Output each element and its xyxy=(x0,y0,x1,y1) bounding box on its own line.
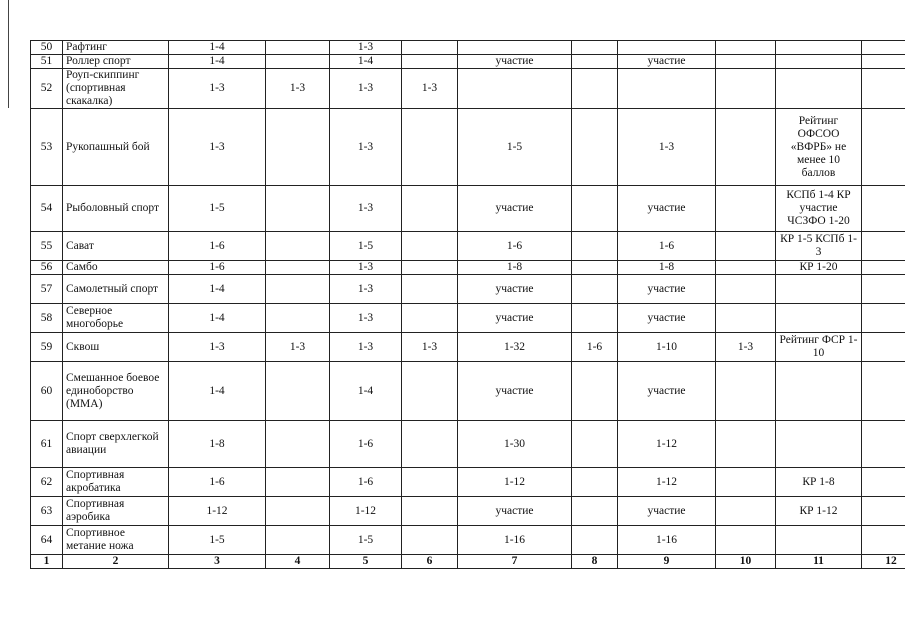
table-cell-c8 xyxy=(572,41,618,55)
table-cell-c6 xyxy=(402,497,458,526)
table-cell-c9: 1-3 xyxy=(618,109,716,186)
table-cell-c4 xyxy=(266,261,330,275)
table-cell-c12 xyxy=(862,186,905,232)
table-row xyxy=(31,186,905,232)
table-cell-c6 xyxy=(402,421,458,468)
table-cell-c7 xyxy=(458,41,572,55)
table-cell-c8 xyxy=(572,497,618,526)
table-cell-c12 xyxy=(862,468,905,497)
table-cell-c3: 1-3 xyxy=(169,109,266,186)
table-cell-c8 xyxy=(572,261,618,275)
table-cell-c11: КСПб 1-4 КР участие ЧСЗФО 1-20 xyxy=(776,186,862,232)
table-cell-c5: 1-3 xyxy=(330,304,402,333)
table-cell-c9: 1-10 xyxy=(618,333,716,362)
column-number-row xyxy=(31,555,905,569)
table-cell-c4 xyxy=(266,421,330,468)
row-number-cell: 53 xyxy=(31,109,63,186)
table-cell-c6 xyxy=(402,304,458,333)
table-cell-c12 xyxy=(862,109,905,186)
table-cell-c5: 1-4 xyxy=(330,362,402,421)
table-cell-c7: 1-30 xyxy=(458,421,572,468)
column-number-cell: 9 xyxy=(618,555,716,569)
table-cell-c7 xyxy=(458,69,572,109)
table-cell-c10 xyxy=(716,468,776,497)
table-cell-c4 xyxy=(266,109,330,186)
column-number-cell: 3 xyxy=(169,555,266,569)
table-cell-c6: 1-3 xyxy=(402,333,458,362)
table-cell-c12 xyxy=(862,55,905,69)
table-cell-c11 xyxy=(776,421,862,468)
table-cell-c8 xyxy=(572,186,618,232)
row-number-cell: 58 xyxy=(31,304,63,333)
table-cell-c10 xyxy=(716,109,776,186)
table-cell-c11 xyxy=(776,55,862,69)
table-cell-c6: 1-3 xyxy=(402,69,458,109)
table-cell-c4 xyxy=(266,304,330,333)
table-cell-c7: участие xyxy=(458,55,572,69)
table-cell-c12 xyxy=(862,275,905,304)
table-cell-c9: 1-16 xyxy=(618,526,716,555)
table-cell-c5: 1-3 xyxy=(330,41,402,55)
sport-name-cell: Спортивное метание ножа xyxy=(63,526,169,555)
table-cell-c7: 1-16 xyxy=(458,526,572,555)
table-cell-c12 xyxy=(862,421,905,468)
row-number-cell: 54 xyxy=(31,186,63,232)
sport-name-cell: Сават xyxy=(63,232,169,261)
row-number-cell: 50 xyxy=(31,41,63,55)
table-cell-c6 xyxy=(402,109,458,186)
table-cell-c10 xyxy=(716,421,776,468)
table-cell-c5: 1-6 xyxy=(330,421,402,468)
row-number-cell: 63 xyxy=(31,497,63,526)
table-cell-c10 xyxy=(716,304,776,333)
table-cell-c3: 1-4 xyxy=(169,275,266,304)
table-cell-c4 xyxy=(266,497,330,526)
table-row xyxy=(31,421,905,468)
table-cell-c10 xyxy=(716,275,776,304)
table-row xyxy=(31,109,905,186)
table-cell-c4 xyxy=(266,526,330,555)
table-cell-c12 xyxy=(862,232,905,261)
table-cell-c7: 1-5 xyxy=(458,109,572,186)
table-cell-c5: 1-3 xyxy=(330,186,402,232)
table-cell-c4 xyxy=(266,186,330,232)
table-cell-c5: 1-3 xyxy=(330,261,402,275)
table-cell-c12 xyxy=(862,41,905,55)
table-cell-c10 xyxy=(716,55,776,69)
table-row xyxy=(31,304,905,333)
table-cell-c9: участие xyxy=(618,304,716,333)
table-cell-c3: 1-6 xyxy=(169,468,266,497)
table-cell-c6 xyxy=(402,55,458,69)
table-row xyxy=(31,275,905,304)
table-cell-c9: участие xyxy=(618,186,716,232)
table-cell-c11: Рейтинг ФСР 1-10 xyxy=(776,333,862,362)
table-cell-c8 xyxy=(572,362,618,421)
table-cell-c9: 1-8 xyxy=(618,261,716,275)
table-cell-c7: участие xyxy=(458,362,572,421)
row-number-cell: 64 xyxy=(31,526,63,555)
table-cell-c11 xyxy=(776,69,862,109)
table-cell-c3: 1-3 xyxy=(169,69,266,109)
sport-name-cell: Сквош xyxy=(63,333,169,362)
table-cell-c8 xyxy=(572,468,618,497)
table-cell-c7: участие xyxy=(458,497,572,526)
table-row xyxy=(31,41,905,55)
table-cell-c11 xyxy=(776,526,862,555)
table-cell-c10 xyxy=(716,232,776,261)
table-cell-c4 xyxy=(266,275,330,304)
table-row xyxy=(31,232,905,261)
table-cell-c8 xyxy=(572,232,618,261)
row-number-cell: 56 xyxy=(31,261,63,275)
table-cell-c8 xyxy=(572,304,618,333)
row-number-cell: 52 xyxy=(31,69,63,109)
table-cell-c11 xyxy=(776,304,862,333)
table-cell-c6 xyxy=(402,362,458,421)
sport-name-cell: Самолетный спорт xyxy=(63,275,169,304)
column-number-cell: 11 xyxy=(776,555,862,569)
column-number-cell: 1 xyxy=(31,555,63,569)
table-cell-c7: 1-12 xyxy=(458,468,572,497)
table-cell-c8: 1-6 xyxy=(572,333,618,362)
table-cell-c7: участие xyxy=(458,186,572,232)
table-cell-c3: 1-5 xyxy=(169,526,266,555)
table-cell-c7: 1-8 xyxy=(458,261,572,275)
table-cell-c8 xyxy=(572,526,618,555)
table-cell-c5: 1-5 xyxy=(330,526,402,555)
sport-name-cell: Рафтинг xyxy=(63,41,169,55)
table-cell-c9: 1-12 xyxy=(618,421,716,468)
table-cell-c3: 1-4 xyxy=(169,41,266,55)
table-row xyxy=(31,526,905,555)
sport-name-cell: Рукопашный бой xyxy=(63,109,169,186)
table-cell-c11 xyxy=(776,275,862,304)
table-cell-c3: 1-12 xyxy=(169,497,266,526)
table-cell-c12 xyxy=(862,526,905,555)
table-cell-c10 xyxy=(716,261,776,275)
table-cell-c3: 1-6 xyxy=(169,232,266,261)
table-cell-c9: 1-6 xyxy=(618,232,716,261)
table-cell-c8 xyxy=(572,421,618,468)
sports-results-table xyxy=(30,40,905,569)
table-cell-c9: участие xyxy=(618,55,716,69)
table-cell-c9: участие xyxy=(618,497,716,526)
table-cell-c6 xyxy=(402,526,458,555)
table-cell-c3: 1-3 xyxy=(169,333,266,362)
table-row xyxy=(31,497,905,526)
table-cell-c5: 1-3 xyxy=(330,333,402,362)
table-cell-c3: 1-4 xyxy=(169,362,266,421)
row-number-cell: 57 xyxy=(31,275,63,304)
table-cell-c11: КР 1-20 xyxy=(776,261,862,275)
table-cell-c6 xyxy=(402,41,458,55)
table-cell-c3: 1-8 xyxy=(169,421,266,468)
table-cell-c6 xyxy=(402,232,458,261)
table-cell-c12 xyxy=(862,362,905,421)
table-cell-c6 xyxy=(402,186,458,232)
table-cell-c10 xyxy=(716,497,776,526)
table-cell-c9: участие xyxy=(618,275,716,304)
table-cell-c10 xyxy=(716,186,776,232)
table-cell-c5: 1-12 xyxy=(330,497,402,526)
table-cell-c4 xyxy=(266,41,330,55)
table-cell-c3: 1-4 xyxy=(169,304,266,333)
table-row xyxy=(31,55,905,69)
table-cell-c10: 1-3 xyxy=(716,333,776,362)
row-number-cell: 62 xyxy=(31,468,63,497)
table-cell-c6 xyxy=(402,261,458,275)
sport-name-cell: Спортивная аэробика xyxy=(63,497,169,526)
table-row xyxy=(31,362,905,421)
sport-name-cell: Роллер спорт xyxy=(63,55,169,69)
column-number-cell: 8 xyxy=(572,555,618,569)
column-number-cell: 4 xyxy=(266,555,330,569)
sport-name-cell: Самбо xyxy=(63,261,169,275)
column-number-cell: 10 xyxy=(716,555,776,569)
table-cell-c4 xyxy=(266,232,330,261)
table-cell-c4: 1-3 xyxy=(266,333,330,362)
table-cell-c11: КР 1-12 xyxy=(776,497,862,526)
table-cell-c5: 1-4 xyxy=(330,55,402,69)
table-cell-c7: 1-32 xyxy=(458,333,572,362)
table-cell-c9 xyxy=(618,41,716,55)
table-cell-c10 xyxy=(716,41,776,55)
table-row xyxy=(31,333,905,362)
table-cell-c5: 1-6 xyxy=(330,468,402,497)
row-number-cell: 51 xyxy=(31,55,63,69)
sport-name-cell: Роуп-скиппинг (спортивная скакалка) xyxy=(63,69,169,109)
table-cell-c3: 1-4 xyxy=(169,55,266,69)
sport-name-cell: Смешанное боевое единоборство (ММА) xyxy=(63,362,169,421)
table-cell-c5: 1-3 xyxy=(330,69,402,109)
table-cell-c6 xyxy=(402,275,458,304)
table-cell-c7: участие xyxy=(458,304,572,333)
table-cell-c6 xyxy=(402,468,458,497)
column-number-cell: 7 xyxy=(458,555,572,569)
table-cell-c10 xyxy=(716,526,776,555)
table-cell-c3: 1-6 xyxy=(169,261,266,275)
table-cell-c12 xyxy=(862,497,905,526)
table-cell-c5: 1-5 xyxy=(330,232,402,261)
table-cell-c9: 1-12 xyxy=(618,468,716,497)
table-row xyxy=(31,69,905,109)
table-cell-c8 xyxy=(572,275,618,304)
table-cell-c8 xyxy=(572,55,618,69)
table-cell-c4: 1-3 xyxy=(266,69,330,109)
table-cell-c8 xyxy=(572,69,618,109)
table-cell-c9 xyxy=(618,69,716,109)
table-cell-c12 xyxy=(862,261,905,275)
sport-name-cell: Северное многоборье xyxy=(63,304,169,333)
table-cell-c11: КР 1-8 xyxy=(776,468,862,497)
table-cell-c11 xyxy=(776,362,862,421)
table-cell-c4 xyxy=(266,362,330,421)
page-margin-line xyxy=(8,0,9,108)
table-body xyxy=(31,41,905,569)
table-cell-c10 xyxy=(716,362,776,421)
column-number-cell: 5 xyxy=(330,555,402,569)
table-cell-c11: КР 1-5 КСПб 1-3 xyxy=(776,232,862,261)
row-number-cell: 59 xyxy=(31,333,63,362)
column-number-cell: 2 xyxy=(63,555,169,569)
row-number-cell: 61 xyxy=(31,421,63,468)
table-cell-c7: участие xyxy=(458,275,572,304)
table-cell-c3: 1-5 xyxy=(169,186,266,232)
column-number-cell: 12 xyxy=(862,555,905,569)
table-row xyxy=(31,468,905,497)
sport-name-cell: Рыболовный спорт xyxy=(63,186,169,232)
sport-name-cell: Спортивная акробатика xyxy=(63,468,169,497)
table-cell-c12 xyxy=(862,333,905,362)
table-cell-c5: 1-3 xyxy=(330,275,402,304)
row-number-cell: 55 xyxy=(31,232,63,261)
table-cell-c11 xyxy=(776,41,862,55)
table-cell-c11: Рейтинг ОФСОО «ВФРБ» не менее 10 баллов xyxy=(776,109,862,186)
table-cell-c10 xyxy=(716,69,776,109)
column-number-cell: 6 xyxy=(402,555,458,569)
table-row xyxy=(31,261,905,275)
table-cell-c12 xyxy=(862,69,905,109)
table-cell-c5: 1-3 xyxy=(330,109,402,186)
table-cell-c7: 1-6 xyxy=(458,232,572,261)
table-cell-c8 xyxy=(572,109,618,186)
row-number-cell: 60 xyxy=(31,362,63,421)
table-cell-c4 xyxy=(266,468,330,497)
table-cell-c4 xyxy=(266,55,330,69)
sport-name-cell: Спорт сверхлегкой авиации xyxy=(63,421,169,468)
table-cell-c12 xyxy=(862,304,905,333)
table-cell-c9: участие xyxy=(618,362,716,421)
